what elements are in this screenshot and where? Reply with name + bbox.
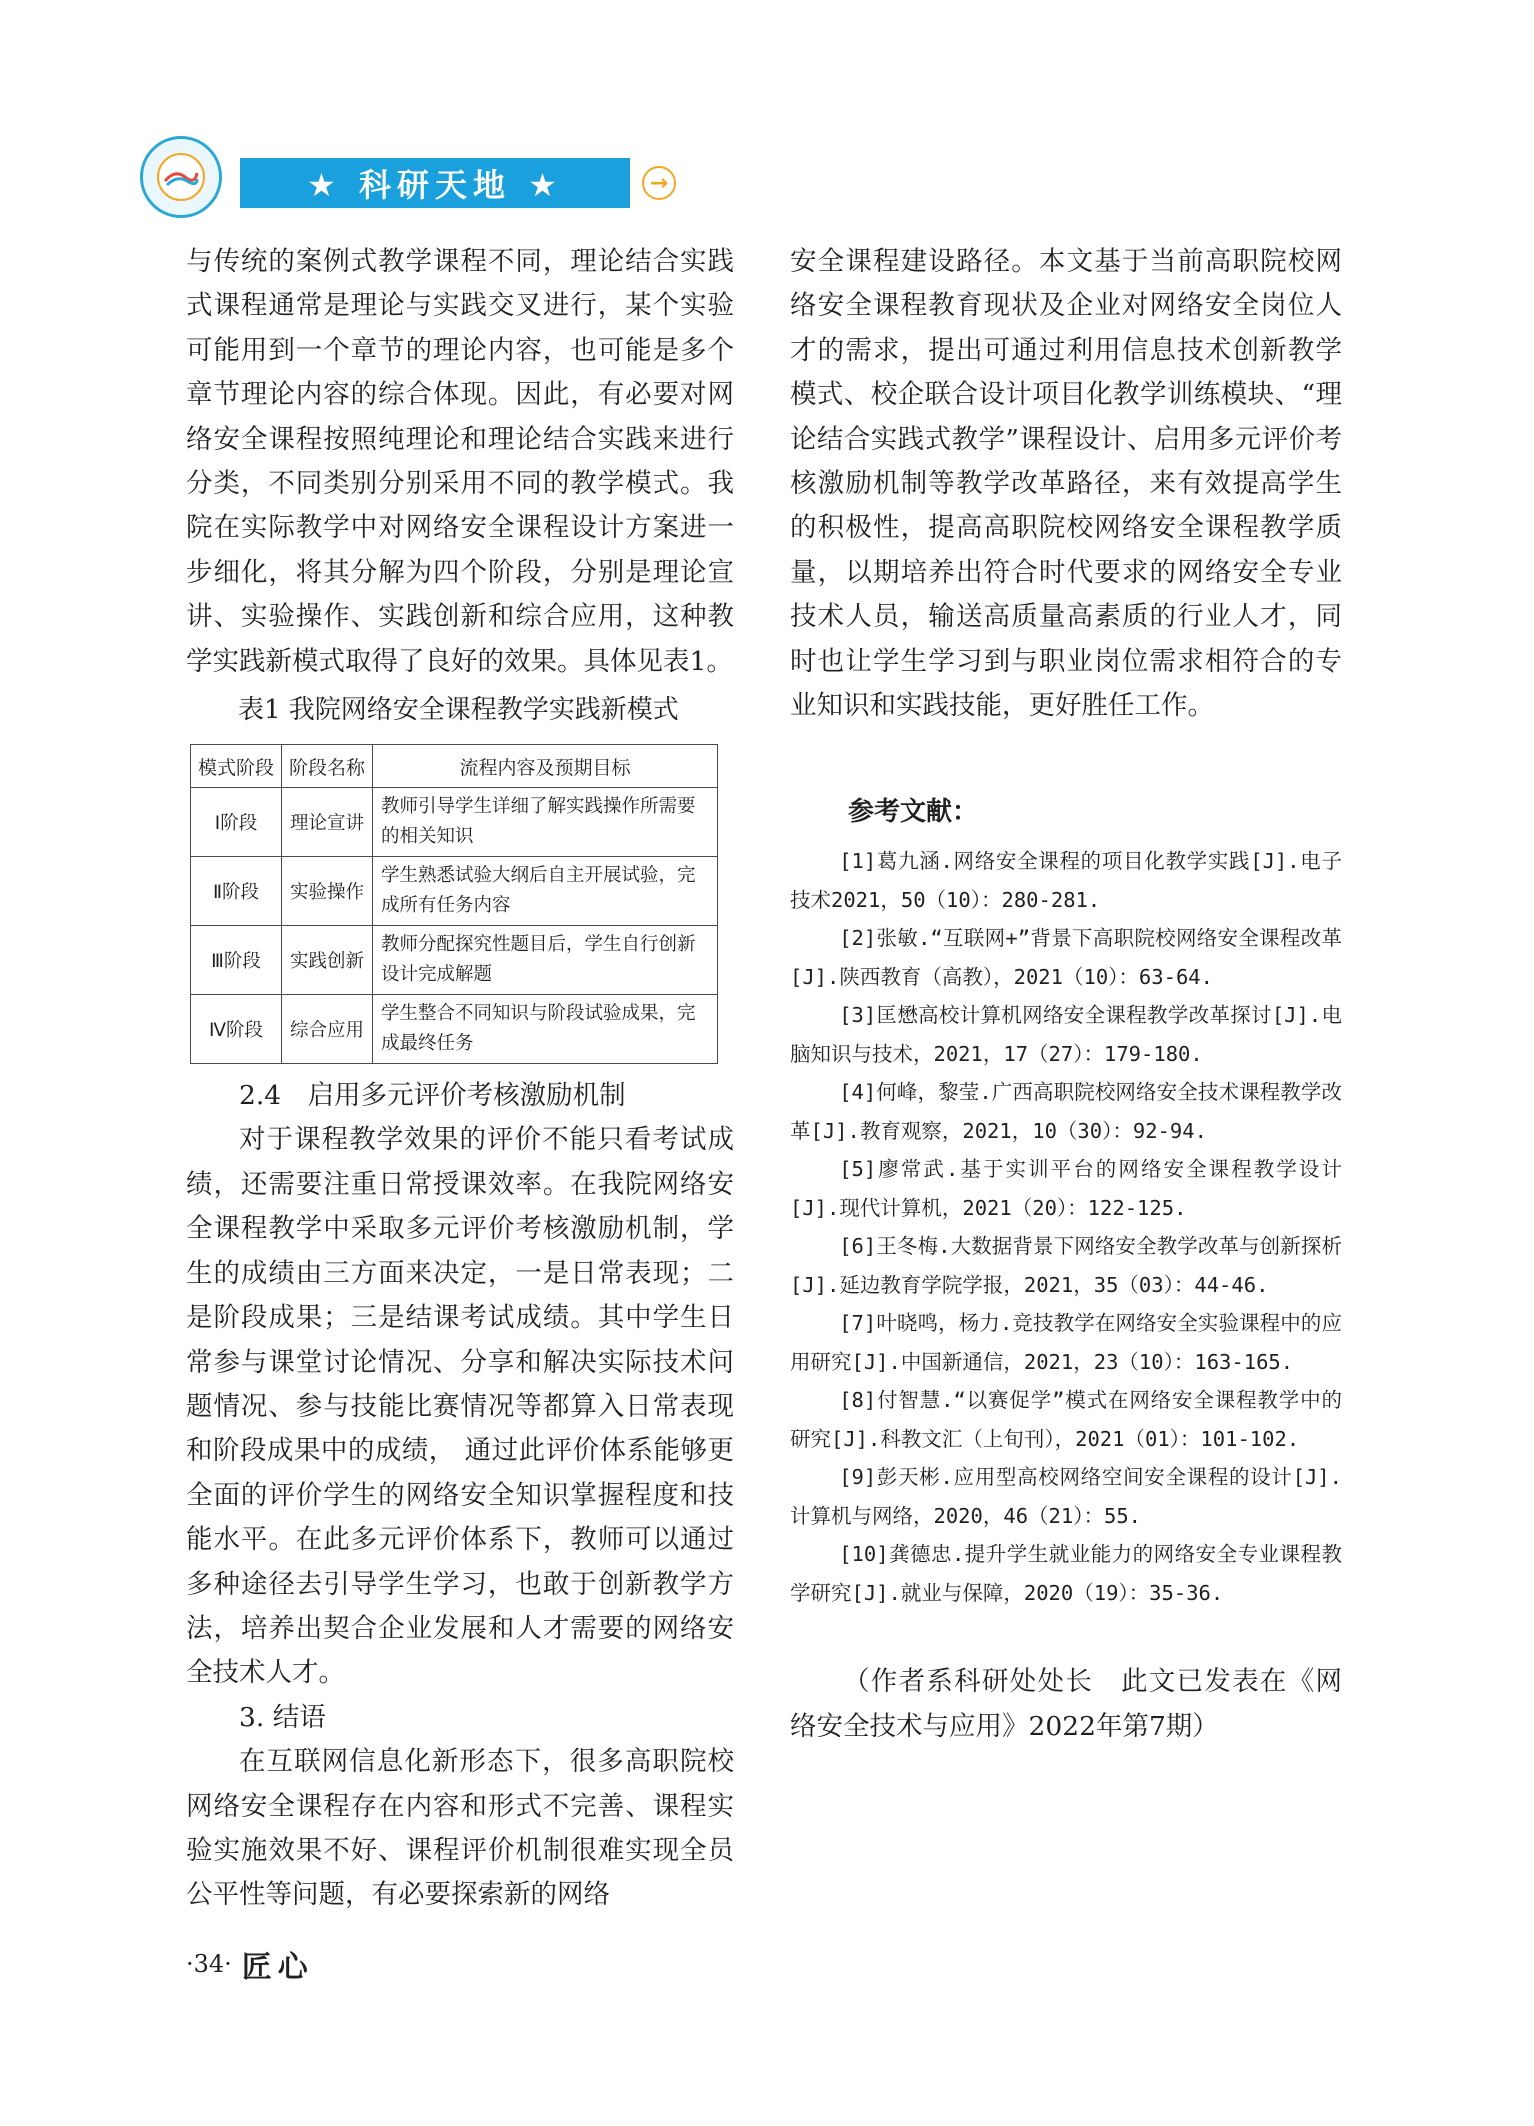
reference-item: [3]匡懋高校计算机网络安全课程教学改革探讨[J].电脑知识与技术，2021，17（27）：179-180. <box>790 1003 1342 1066</box>
left-column <box>186 240 734 1918</box>
table-row <box>191 926 718 995</box>
table-cell-name: 实验操作 <box>282 857 373 926</box>
reference-item: [7]叶晓鸣，杨力.竞技教学在网络安全实验课程中的应用研究[J].中国新通信，2021，23（10）：163-165. <box>790 1311 1342 1374</box>
references-list <box>790 842 1342 1612</box>
table-cell-name: 实践创新 <box>282 926 373 995</box>
table-header: 流程内容及预期目标 <box>373 745 718 788</box>
table-row <box>191 995 718 1064</box>
page-number: ·34· <box>186 1950 232 1978</box>
section-banner: ★ 科研天地 ★ <box>240 158 630 208</box>
reference-item: [9]彭天彬.应用型高校网络空间安全课程的设计[J].计算机与网络，2020，46（21）：55. <box>790 1465 1342 1528</box>
reference-item: [8]付智慧.“以赛促学”模式在网络安全课程教学中的研究[J].科教文汇（上旬刊），2021（01）：101-102. <box>790 1388 1342 1451</box>
reference-item: [5]廖常武.基于实训平台的网络安全课程教学设计[J].现代计算机，2021（20）：122-125. <box>790 1157 1342 1220</box>
school-logo-icon <box>140 136 222 218</box>
table-cell-name: 理论宣讲 <box>282 788 373 857</box>
author-note: （作者系科研处处长 此文已发表在《网络安全技术与应用》2022年第7期） <box>790 1666 1342 1742</box>
table-cell-stage: Ⅳ阶段 <box>191 995 282 1064</box>
magazine-brand: 匠心 <box>241 1950 314 1985</box>
arrow-right-circle-icon: → <box>642 166 676 200</box>
reference-item: [10]龚德忠.提升学生就业能力的网络安全专业课程教学研究[J].就业与保障，2020（19）：35-36. <box>790 1542 1342 1605</box>
table-cell-desc: 学生熟悉试验大纲后自主开展试验，完成所有任务内容 <box>373 857 718 926</box>
table-cell-name: 综合应用 <box>282 995 373 1064</box>
reference-item: [1]葛九涵.网络安全课程的项目化教学实践[J].电子技术2021，50（10）：280-281. <box>790 849 1342 912</box>
table-cell-desc: 教师分配探究性题目后，学生自行创新设计完成解题 <box>373 926 718 995</box>
table-header-row <box>191 745 718 788</box>
paragraph: 对于课程教学效果的评价不能只看考试成绩，还需要注重日常授课效率。在我院网络安全课程教学中采取多元评价考核激励机制，学生的成绩由三方面来决定，一是日常表现；二是阶段成果；三是结课考试成绩。其中学生日常参与课堂讨论情况、分享和解决实际技术问题情况、参与技能比赛情况等都算入日常表现和阶段成果中的成绩， 通过此评价体系能够更全面的评价学生的网络安全知识掌握程度和技能水平。在此多元评价体系下，教师可以通过多种途径去引导学生学习，也敢于创新教学方法，培养出契合企业发展和人才需要的网络安全技术人才。 <box>186 1124 734 1689</box>
section-heading: 3. 结语 <box>239 1701 326 1733</box>
page-footer <box>186 1942 314 1986</box>
table-cell-stage: Ⅰ阶段 <box>191 788 282 857</box>
page-header <box>140 136 740 216</box>
paragraph: 与传统的案例式教学课程不同，理论结合实践式课程通常是理论与实践交叉进行，某个实验可能用到一个章节的理论内容，也可能是多个章节理论内容的综合体现。因此，有必要对网络安全课程按照纯理论和理论结合实践来进行分类，不同类别分别采用不同的教学模式。我院在实际教学中对网络安全课程设计方案进一步细化，将其分解为四个阶段，分别是理论宣讲、实验操作、实践创新和综合应用，这种教学实践新模式取得了良好的效果。具体见表1。 <box>186 246 734 677</box>
table-cell-desc: 学生整合不同知识与阶段试验成果，完成最终任务 <box>373 995 718 1064</box>
reference-item: [2]张敏.“互联网+”背景下高职院校网络安全课程改革[J].陕西教育（高教），2021（10）：63-64. <box>790 926 1342 989</box>
reference-item: [6]王冬梅.大数据背景下网络安全教学改革与创新探析[J].延边教育学院学报，2021，35（03）：44-46. <box>790 1234 1342 1297</box>
right-column <box>790 240 1342 1749</box>
table-header: 阶段名称 <box>282 745 373 788</box>
reference-item: [4]何峰，黎莹.广西高职院校网络安全技术课程教学改革[J].教育观察，2021，10（30）：92-94. <box>790 1080 1342 1143</box>
table-header: 模式阶段 <box>191 745 282 788</box>
table-cell-desc: 教师引导学生详细了解实践操作所需要的相关知识 <box>373 788 718 857</box>
table-cell-stage: Ⅱ阶段 <box>191 857 282 926</box>
table-cell-stage: Ⅲ阶段 <box>191 926 282 995</box>
paragraph: 安全课程建设路径。本文基于当前高职院校网络安全课程教育现状及企业对网络安全岗位人才的需求，提出可通过利用信息技术创新教学模式、校企联合设计项目化教学训练模块、“理论结合实践式教学”课程设计、启用多元评价考核激励机制等教学改革路径，来有效提高学生的积极性，提高高职院校网络安全课程教学质量，以期培养出符合时代要求的网络安全专业技术人员，输送高质量高素质的行业人才，同时也让学生学习到与职业岗位需求相符合的专业知识和实践技能，更好胜任工作。 <box>790 246 1342 722</box>
references-title: 参考文献： <box>848 797 979 828</box>
section-heading: 2.4 启用多元评价考核激励机制 <box>239 1080 626 1112</box>
table-row <box>191 788 718 857</box>
table-caption: 表1 我院网络安全课程教学实践新模式 <box>238 695 679 726</box>
table-row <box>191 857 718 926</box>
teaching-mode-table <box>190 744 718 1064</box>
paragraph: 在互联网信息化新形态下，很多高职院校网络安全课程存在内容和形式不完善、课程实验实施效果不好、课程评价机制很难实现全员公平性等问题，有必要探索新的网络 <box>186 1746 734 1911</box>
